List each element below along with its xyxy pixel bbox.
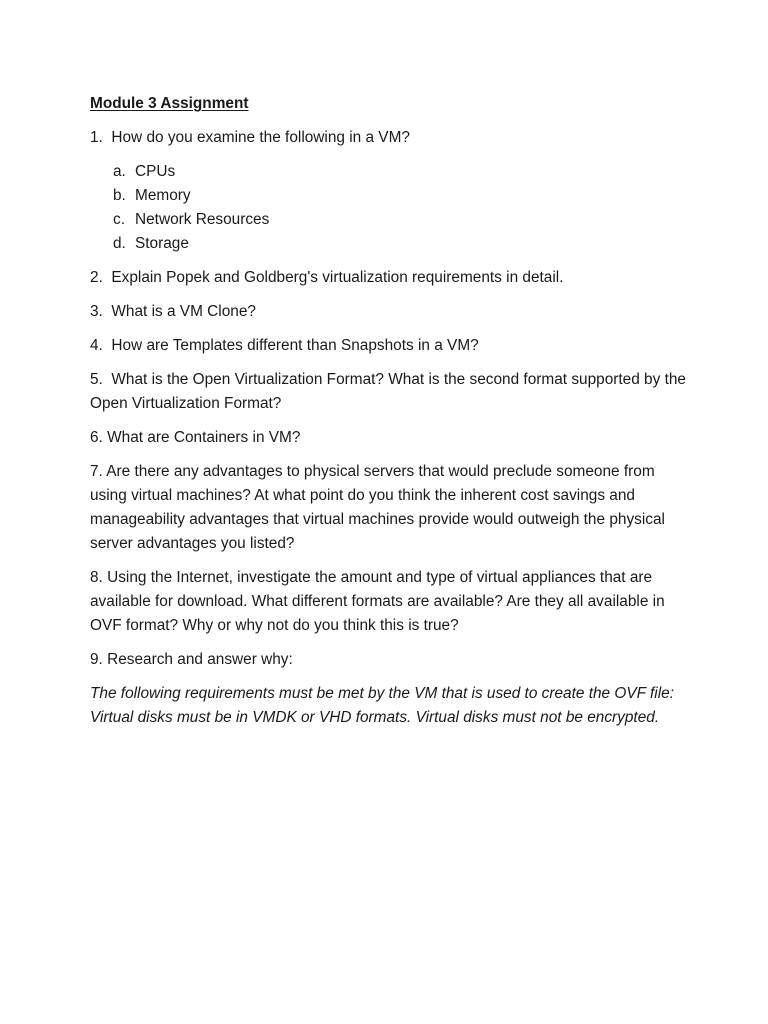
- question-4: 4. How are Templates different than Snapshots in a VM?: [90, 337, 479, 354]
- question-5: 5. What is the Open Virtualization Format? What is the second format supported by the Open Virtualization Format?: [90, 371, 691, 412]
- list-marker: c.: [113, 211, 125, 228]
- question-2: 2. Explain Popek and Goldberg's virtualization requirements in detail.: [90, 269, 564, 286]
- document-body: [90, 92, 690, 740]
- question-3: 3. What is a VM Clone?: [90, 303, 256, 320]
- list-marker: a.: [113, 163, 126, 180]
- list-item-text: Memory: [135, 187, 191, 204]
- list-item: [90, 208, 690, 232]
- list-item: [90, 160, 690, 184]
- list-item: [90, 184, 690, 208]
- list-item-text: Network Resources: [135, 211, 270, 228]
- question-8: 8. Using the Internet, investigate the amount and type of virtual appliances that are available for download. What different formats are available? Are they all available in OVF format? Why or why not do you think this is true?: [90, 569, 665, 634]
- list-marker: b.: [113, 187, 126, 204]
- list-marker: d.: [113, 235, 126, 252]
- question-1: 1. How do you examine the following in a VM?: [90, 129, 410, 146]
- list-item: [90, 232, 690, 256]
- question-7: 7. Are there any advantages to physical servers that would preclude someone from using virtual machines? At what point do you think the inherent cost savings and manageability advantages that virtual machines provide would outweigh the physical server advantages you listed?: [90, 463, 665, 552]
- question-1-list: [90, 160, 690, 256]
- page-title: Module 3 Assignment: [90, 95, 249, 112]
- question-6: 6. What are Containers in VM?: [90, 429, 301, 446]
- list-item-text: CPUs: [135, 163, 176, 180]
- question-9: 9. Research and answer why:: [90, 651, 293, 668]
- question-9-quote: The following requirements must be met by the VM that is used to create the OVF file: Virtual disks must be in VMDK or VHD formats. Virtual disks must not be encrypted.: [90, 685, 674, 726]
- list-item-text: Storage: [135, 235, 189, 252]
